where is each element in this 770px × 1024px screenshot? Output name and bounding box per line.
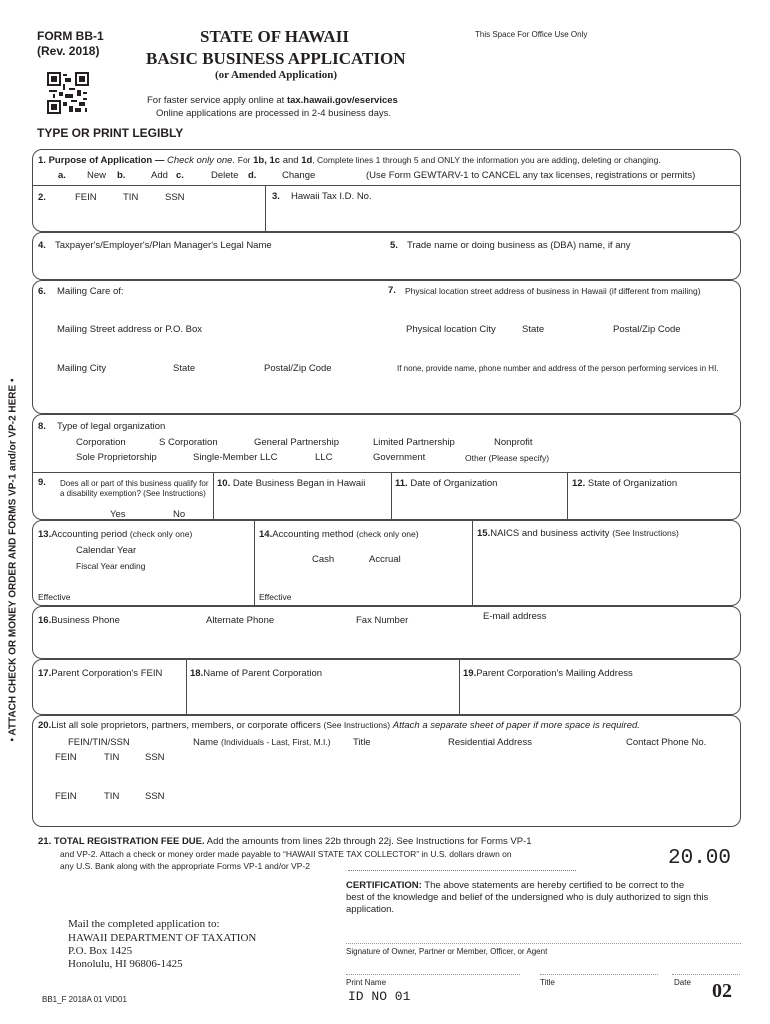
attach-check-side-text: • ATTACH CHECK OR MONEY ORDER AND FORMS VP-1 and/or VP-2 HERE • [7,378,19,742]
certification-text-1: CERTIFICATION: The above statements are hereby certified to be correct to the [346,880,685,891]
line8-option-other[interactable]: Other (Please specify) [465,453,550,463]
line8-option-government[interactable]: Government [373,452,426,463]
line7-none-note: If none, provide name, phone number and address of the person performing services in HI. [397,364,719,373]
line1-option-b-letter: b. [117,170,126,181]
form-title: BASIC BUSINESS APPLICATION [146,49,406,68]
line9-number: 9. [38,477,46,488]
line1-option-delete[interactable]: Delete [211,170,239,181]
line1-option-c-letter: c. [176,170,184,181]
certification-text-2: best of the knowledge and belief of the undersigned who is duly authorized to sign this [346,892,709,903]
line8-option-limited-partnership[interactable]: Limited Partnership [373,437,455,448]
id-number-value[interactable]: ID NO 01 [348,989,411,1004]
line21-total-fee-amount[interactable]: 20.00 [668,847,732,870]
line21-text-2: and VP-2. Attach a check or money order made payable to “HAWAII STATE TAX COLLECTOR” in U.S. dollars drawn on [60,849,512,859]
line14-label: 14.Accounting method (check only one) [259,529,419,540]
line1-option-d-letter: d. [248,170,257,181]
line1-option-add[interactable]: Add [151,170,168,181]
line7-physical-address-label: Physical location street address of business in Hawaii (if different from mailing) [405,286,701,296]
line16-alternate-phone-label: Alternate Phone [206,615,275,626]
line8-option-sole-proprietorship[interactable]: Sole Proprietorship [76,452,157,463]
online-processing-note: Online applications are processed in 2-4 business days. [156,108,391,119]
line20-col-name: Name (Individuals - Last, First, M.I.) [193,737,331,748]
line7-number: 7. [388,285,396,296]
line20-col-phone: Contact Phone No. [626,737,707,748]
mail-to-department: HAWAII DEPARTMENT OF TAXATION [68,932,257,944]
line17-label: 17.Parent Corporation's FEIN [38,668,163,679]
line10-label: 10. Date Business Began in Hawaii [217,478,366,489]
line8-option-general-partnership[interactable]: General Partnership [254,437,340,448]
signature-label: Signature of Owner, Partner or Member, Officer, or Agent [346,947,548,956]
line8-number: 8. [38,421,46,432]
line8-option-llc[interactable]: LLC [315,452,333,463]
line2-ssn-option[interactable]: SSN [165,192,185,203]
line20-col-title: Title [353,737,371,748]
line9-option-no[interactable]: No [173,509,186,520]
online-url[interactable]: tax.hawaii.gov/eservices [286,95,398,106]
line1-option-a-letter: a. [58,170,66,181]
signature-line[interactable] [346,943,741,944]
office-use-note: This Space For Office Use Only [475,30,588,39]
line20-col-address: Residential Address [448,737,532,748]
line7-city-label: Physical location City [406,324,496,335]
line21-text-1: 21. TOTAL REGISTRATION FEE DUE. Add the amounts from lines 22b through 22j. See Instructions for Forms VP-1 [38,836,532,847]
line1-option-change[interactable]: Change [282,170,316,181]
line1-text: 1. Purpose of Application — Check only one. For 1b, 1c and 1d, Complete lines 1 through 5 and ONLY the information you are adding, deleting or changing. [38,155,661,166]
line8-option-single-member-llc[interactable]: Single-Member LLC [193,452,278,463]
line2-number: 2. [38,192,46,203]
line15-label: 15.NAICS and business activity (See Instructions) [477,528,679,539]
line1-cancel-note: (Use Form GEWTARV-1 to CANCEL any tax licenses, registrations or permits) [366,170,696,181]
type-or-print-heading: TYPE OR PRINT LEGIBLY [37,126,184,140]
line8-legal-org-label: Type of legal organization [57,421,166,432]
form-id: FORM BB-1 [37,29,104,43]
line9-option-yes[interactable]: Yes [110,509,126,520]
date-label: Date [674,978,691,987]
title-line[interactable] [540,974,658,975]
form-title-state: STATE OF HAWAII [200,27,349,46]
line8-option-s-corporation[interactable]: S Corporation [159,437,218,448]
line13-label: 13.Accounting period (check only one) [38,529,193,540]
line4-number: 4. [38,240,46,251]
line20-row1-fein-option[interactable]: FEIN [55,752,77,763]
line3-number: 3. [272,191,280,202]
line2-tin-option[interactable]: TIN [123,192,139,203]
line16-business-phone-label: 16.Business Phone [38,615,120,626]
line7-state-label: State [522,324,545,335]
line14-option-cash[interactable]: Cash [312,554,335,565]
form-subtitle: (or Amended Application) [215,69,338,81]
line8-option-nonprofit[interactable]: Nonprofit [494,437,533,448]
line6-city-label: Mailing City [57,363,107,374]
line1-option-new[interactable]: New [87,170,107,181]
mail-to-heading: Mail the completed application to: [68,918,220,930]
date-line[interactable] [672,974,740,975]
line2-fein-option[interactable]: FEIN [75,192,97,203]
section-line-20 [32,715,741,827]
line20-row2-ssn-option[interactable]: SSN [145,791,165,802]
line18-label: 18.Name of Parent Corporation [190,668,323,679]
line8-option-corporation[interactable]: Corporation [76,437,126,448]
title-label: Title [540,978,555,987]
line9-disability-label-1: Does all or part of this business qualify for [60,479,209,488]
line12-label: 12. State of Organization [572,478,678,489]
line11-label: 11. Date of Organization [395,478,498,489]
print-name-label: Print Name [346,978,387,987]
line4-legal-name-label: Taxpayer's/Employer's/Plan Manager's Legal Name [55,240,272,251]
line14-effective-label: Effective [259,592,292,602]
line20-row2-fein-option[interactable]: FEIN [55,791,77,802]
mail-to-po-box: P.O. Box 1425 [68,945,133,957]
line13-option-calendar-year[interactable]: Calendar Year [76,545,137,556]
footer-page-code: 02 [712,980,732,1002]
line6-street-label: Mailing Street address or P.O. Box [57,324,203,335]
line20-row1-tin-option[interactable]: TIN [104,752,120,763]
line3-hawaii-tax-id-label: Hawaii Tax I.D. No. [291,191,372,202]
line9-disability-label-2: a disability exemption? (See Instructions) [60,489,206,498]
line13-option-fiscal-year[interactable]: Fiscal Year ending [76,561,146,571]
online-service-note: For faster service apply online at tax.hawaii.gov/eservices [147,95,398,106]
line20-row2-tin-option[interactable]: TIN [104,791,120,802]
form-revision: (Rev. 2018) [37,44,100,58]
line16-fax-label: Fax Number [356,615,409,626]
line20-label: 20.List all sole proprietors, partners, members, or corporate officers (See Instructions) Attach a separate sheet of paper if more space is required. [38,720,640,731]
section-lines-6-7 [32,280,741,414]
line5-dba-name-label: Trade name or doing business as (DBA) name, if any [407,240,631,251]
line20-row1-ssn-option[interactable]: SSN [145,752,165,763]
line20-col-id: FEIN/TIN/SSN [68,737,130,748]
print-name-line[interactable] [346,974,520,975]
qr-code-icon [47,72,89,114]
line14-option-accrual[interactable]: Accrual [369,554,401,565]
line6-zip-label: Postal/Zip Code [264,363,332,374]
line21-text-3: any U.S. Bank along with the appropriate Forms VP-1 and/or VP-2 [60,861,310,871]
mail-to-city: Honolulu, HI 96806-1425 [68,958,183,970]
line6-state-label: State [173,363,196,374]
footer-form-code: BB1_F 2018A 01 VID01 [42,995,127,1004]
line19-label: 19.Parent Corporation's Mailing Address [463,668,633,679]
line13-effective-label: Effective [38,592,71,602]
line7-zip-label: Postal/Zip Code [613,324,681,335]
section-line-16 [32,606,741,659]
line5-number: 5. [390,240,398,251]
line6-number: 6. [38,286,46,297]
certification-text-3: application. [346,904,395,915]
line16-email-label: E-mail address [483,611,547,622]
line6-mailing-care-of-label: Mailing Care of: [57,286,124,297]
